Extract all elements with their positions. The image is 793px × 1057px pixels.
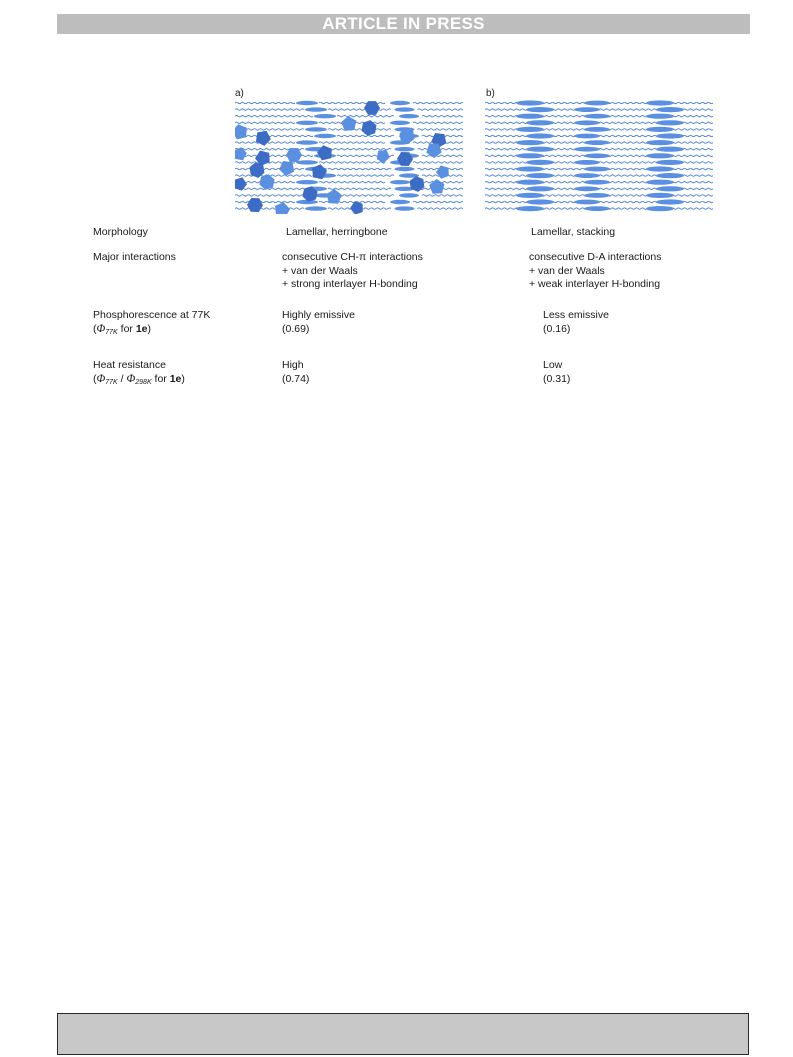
stacked-core [656,133,684,138]
stacked-core [574,134,600,139]
chain-core [305,127,327,131]
stacked-core [584,193,610,198]
stacked-core [526,107,554,112]
stacked-core [526,120,554,125]
heat-label-line2: ($\Phi_{77K} / \Phi_{298K}$ for 1e) [93,372,185,386]
stacked-core [516,127,544,132]
interactions-b-line: + weak interlayer H-bonding [529,278,661,290]
alkyl-chain [235,102,295,103]
alkyl-chain [413,122,463,123]
alkyl-chain [422,155,463,156]
alkyl-chain [235,135,313,136]
stacked-core [656,160,684,165]
chain-core [395,107,415,111]
alkyl-chain [422,195,463,196]
stacked-core [656,173,684,178]
phosphorescence-a-value: (0.69) [282,322,310,335]
aromatic-core [259,174,274,190]
interactions-b-line: consecutive D-A interactions [529,251,662,263]
alkyl-chain [235,109,304,110]
chain-core [390,200,410,204]
alkyl-chain [418,129,464,130]
chain-core [399,114,419,118]
stacked-core [646,127,674,132]
panel-b-label: b) [486,88,495,99]
phosphorescence-b-value: (0.16) [543,322,571,335]
stacked-core [574,173,600,178]
alkyl-chain [328,168,391,169]
stacked-core [516,140,544,145]
stacked-core [526,173,554,178]
morphology-a: Lamellar, herringbone [286,226,388,238]
alkyl-chain [413,201,463,202]
alkyl-chain [413,162,463,163]
stacked-core [584,153,610,158]
stacked-core [526,133,554,138]
chain-core [390,180,410,184]
stacked-core [646,114,674,119]
stacked-core [516,114,544,119]
alkyl-chain [418,208,464,209]
alkyl-chain [337,195,394,196]
stacked-core [574,120,600,125]
interactions-a-line: consecutive CH-π interactions [282,251,423,263]
stacked-core [646,166,674,171]
alkyl-chain [235,175,313,176]
heat-a-line1: High [282,359,304,371]
alkyl-chain [328,129,391,130]
aromatic-core [341,116,356,131]
stacked-core [584,127,610,132]
alkyl-chain [413,102,463,103]
alkyl-chain [328,149,391,150]
heat-a-value: (0.74) [282,372,310,385]
phosphorescence-b [543,309,609,336]
alkyl-chain [235,195,313,196]
stacked-core [584,180,610,185]
morphology-b: Lamellar, stacking [531,226,616,238]
alkyl-chain [337,135,394,136]
chain-core [395,206,415,210]
stacked-core [574,160,600,165]
stacked-core [584,167,610,172]
heat-label-line1: Heat resistance [93,359,166,371]
stacked-core [584,114,610,119]
stacked-core [584,101,610,106]
stacked-core [526,147,554,152]
interactions-a-line: + strong interlayer H-bonding [282,278,418,290]
chain-core [296,121,318,125]
alkyl-chain [235,122,295,123]
alkyl-chain [337,175,394,176]
phosphorescence-label-line1: Phosphorescence at 77K [93,309,211,321]
stacked-core [516,100,544,105]
stacked-core [516,206,544,211]
chain-core [305,107,327,111]
interactions-a-line: + van der Waals [282,264,358,277]
stacked-core [516,153,544,158]
heat-b-value: (0.31) [543,372,571,385]
stacked-core [516,193,544,198]
chain-core [390,101,410,105]
chain-core [296,140,318,144]
alkyl-chain [418,109,464,110]
aromatic-core [235,124,247,139]
stacked-core [584,206,610,211]
heat-resistance-b [543,359,570,386]
stacked-core [646,100,674,105]
stacked-core [656,199,684,204]
alkyl-chain [235,116,313,117]
alkyl-chain [235,208,304,209]
stacked-core [574,107,600,112]
stacked-core [584,140,610,145]
stacked-core [516,180,544,185]
stacked-core [526,160,554,165]
heat-resistance-a [282,359,309,386]
interactions-b [529,251,661,292]
alkyl-chain [328,188,391,189]
alkyl-chain [235,201,295,202]
phosphorescence-a [282,309,355,336]
chain-core [390,121,410,125]
aromatic-core [436,165,449,178]
phosphorescence-a-line1: Highly emissive [282,309,355,321]
row-interactions-label: Major interactions [93,251,176,263]
chain-core [296,160,318,164]
heat-b-line1: Low [543,359,563,371]
aromatic-core [350,201,363,214]
stacked-core [656,147,684,152]
footer-box [57,1013,749,1055]
stacked-core [656,107,684,112]
aromatic-core [235,147,247,160]
aromatic-core [275,202,290,214]
aromatic-core [429,179,444,194]
chain-core [296,180,318,184]
phosphorescence-label-line2: ($\Phi_{77K}$ for 1e) [93,322,152,336]
alkyl-chain [422,116,463,117]
chain-core [395,167,415,171]
stacked-core [656,186,684,191]
chain-core [314,114,336,118]
alkyl-chain [337,116,394,117]
phosphorescence-b-line1: Less emissive [543,309,609,321]
stacked-core [646,206,674,211]
stacked-core [574,186,600,191]
row-morphology-label: Morphology [93,226,148,238]
alkyl-chain [319,182,385,183]
stacked-core [646,153,674,158]
alkyl-chain [319,162,385,163]
stacked-core [516,166,544,171]
interactions-a [282,251,423,292]
aromatic-core [235,177,247,190]
stacked-core [574,147,600,152]
chain-core [296,101,318,105]
herringbone-packing-illustration [235,100,463,214]
chain-core [395,147,415,151]
row-heat-resistance-label [93,359,185,386]
stacked-core [574,200,600,205]
stacking-packing-illustration [485,100,713,214]
stacked-core [526,199,554,204]
chain-core [399,193,419,197]
stacked-core [646,180,674,185]
alkyl-chain [328,109,391,110]
stacked-core [646,193,674,198]
article-in-press-banner: ARTICLE IN PRESS [57,14,750,34]
stacked-core [646,140,674,145]
aromatic-core [247,198,263,212]
chain-core [305,206,327,210]
stacked-core [526,186,554,191]
stacked-core [656,120,684,125]
aromatic-core [377,150,390,163]
panel-a-label: a) [235,88,244,99]
chain-core [314,134,336,138]
interactions-b-line: + van der Waals [529,264,605,277]
alkyl-chain [319,142,385,143]
row-phosphorescence-label [93,309,210,336]
